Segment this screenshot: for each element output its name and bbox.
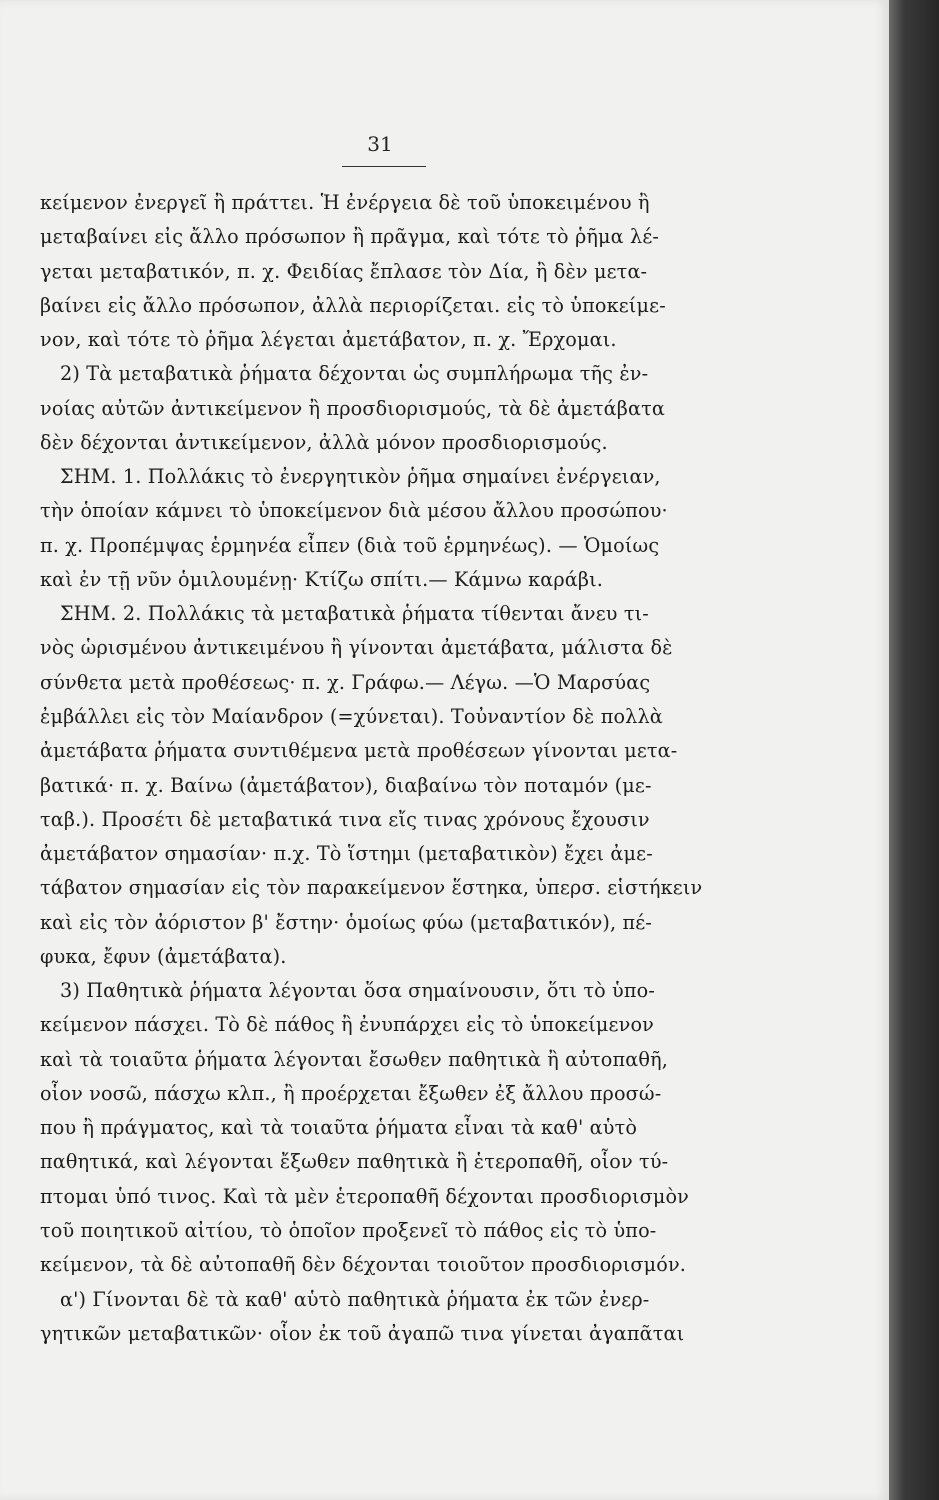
- text-line: πτομαι ὑπό τινος. Καὶ τὰ μὲν ἑτεροπαθῆ δέχονται προσδιορισμὸν: [40, 1184, 689, 1208]
- text-line: ΣΗΜ. 2. Πολλάκις τὰ μεταβατικὰ ῥήματα τίθενται ἄνευ τι-: [60, 602, 649, 626]
- text-line: κείμενον, τὰ δὲ αὐτοπαθῆ δὲν δέχονται τοιοῦτον προσδιορισμόν.: [40, 1253, 687, 1277]
- text-line: νοίας αὐτῶν ἀντικείμενον ἢ προσδιορισμούς, τὰ δὲ ἀμετάβατα: [40, 396, 665, 420]
- text-line: φυκα, ἔφυν (ἀμετάβατα).: [40, 944, 287, 968]
- text-line: κείμενον ἐνεργεῖ ἢ πράττει. Ἡ ἐνέργεια δὲ τοῦ ὑποκειμένου ἢ: [40, 191, 650, 214]
- text-line: τὴν ὁποίαν κάμνει τὸ ὑποκείμενον διὰ μέσου ἄλλου προσώπου·: [40, 499, 668, 523]
- body-text: [40, 186, 732, 1351]
- text-line: 2) Τὰ μεταβατικὰ ῥήματα δέχονται ὡς συμπλήρωμα τῆς ἐν-: [60, 362, 649, 386]
- scan-background-edge: [889, 0, 939, 1500]
- text-line: κείμενον πάσχει. Τὸ δὲ πάθος ἢ ἐνυπάρχει εἰς τὸ ὑποκείμενον: [40, 1013, 654, 1037]
- text-line: βαίνει εἰς ἄλλο πρόσωπον, ἀλλὰ περιορίζεται. εἰς τὸ ὑποκείμε-: [40, 293, 666, 317]
- text-line: ἐμβάλλει εἰς τὸν Μαίανδρον (=χύνεται). Τοὐναντίον δὲ πολλὰ: [40, 704, 663, 728]
- text-line: σύνθετα μετὰ προθέσεως· π. χ. Γράφω.— Λέγω. —Ὁ Μαρσύας: [40, 670, 651, 694]
- text-line: α') Γίνονται δὲ τὰ καθ' αὑτὸ παθητικὰ ῥήματα ἐκ τῶν ἐνερ-: [60, 1287, 650, 1311]
- text-line: νὸς ὡρισμένου ἀντικειμένου ἢ γίνονται ἀμετάβατα, μάλιστα δὲ: [40, 636, 673, 660]
- text-line: π. χ. Προπέμψας ἑρμηνέα εἶπεν (διὰ τοῦ ἑρμηνέως). — Ὁμοίως: [40, 533, 660, 557]
- text-line: καὶ ἐν τῇ νῦν ὁμιλουμένῃ· Κτίζω σπίτι.— Κάμνω καράβι.: [40, 567, 604, 591]
- text-line: οἷον νοσῶ, πάσχω κλπ., ἢ προέρχεται ἔξωθεν ἐξ ἄλλου προσώ-: [40, 1081, 662, 1105]
- text-line: καὶ τὰ τοιαῦτα ῥήματα λέγονται ἔσωθεν παθητικὰ ἢ αὐτοπαθῆ,: [40, 1047, 668, 1071]
- text-line: μεταβαίνει εἰς ἄλλο πρόσωπον ἢ πρᾶγμα, καὶ τότε τὸ ῥῆμα λέ-: [40, 225, 660, 249]
- text-line: δὲν δέχονται ἀντικείμενον, ἀλλὰ μόνον προσδιορισμούς.: [40, 430, 608, 454]
- text-line: καὶ εἰς τὸν ἀόριστον β' ἔστην· ὁμοίως φύω (μεταβατικόν), πέ-: [40, 910, 653, 934]
- page-number: 31: [367, 132, 393, 156]
- text-line: ἀμετάβατον σημασίαν· π.χ. Τὸ ἵστημι (μεταβατικὸν) ἔχει ἀμε-: [40, 842, 653, 866]
- text-line: τάβατον σημασίαν εἰς τὸν παρακείμενον ἕστηκα, ὑπερσ. εἱστήκειν: [40, 876, 703, 900]
- page-number-rule: [342, 166, 426, 167]
- text-line: βατικά· π. χ. Βαίνω (ἀμετάβατον), διαβαίνω τὸν ποταμόν (με-: [40, 773, 652, 797]
- text-line: 3) Παθητικὰ ῥήματα λέγονται ὅσα σημαίνουσιν, ὅτι τὸ ὑπο-: [60, 979, 655, 1003]
- text-line: τοῦ ποιητικοῦ αἰτίου, τὸ ὁποῖον προξενεῖ τὸ πάθος εἰς τὸ ὑπο-: [40, 1218, 657, 1242]
- text-line: νον, καὶ τότε τὸ ῥῆμα λέγεται ἀμετάβατον, π. χ. Ἔρχομαι.: [40, 328, 617, 352]
- text-line: ταβ.). Προσέτι δὲ μεταβατικά τινα εἴς τινας χρόνους ἔχουσιν: [40, 807, 650, 831]
- text-line: ἀμετάβατα ῥήματα συντιθέμενα μετὰ προθέσεων γίνονται μετα-: [40, 739, 678, 763]
- text-line: ΣΗΜ. 1. Πολλάκις τὸ ἐνεργητικὸν ῥῆμα σημαίνει ἐνέργειαν,: [60, 465, 661, 489]
- text-line: γητικῶν μεταβατικῶν· οἷον ἐκ τοῦ ἀγαπῶ τινα γίνεται ἀγαπᾶται: [40, 1321, 685, 1345]
- text-line: παθητικά, καὶ λέγονται ἔξωθεν παθητικὰ ἢ ἑτεροπαθῆ, οἷον τύ-: [40, 1150, 669, 1174]
- text-line: γεται μεταβατικόν, π. χ. Φειδίας ἔπλασε τὸν Δία, ἢ δὲν μετα-: [40, 259, 648, 283]
- text-line: που ἢ πράγματος, καὶ τὰ τοιαῦτα ῥήματα εἶναι τὰ καθ' αὑτὸ: [40, 1116, 638, 1140]
